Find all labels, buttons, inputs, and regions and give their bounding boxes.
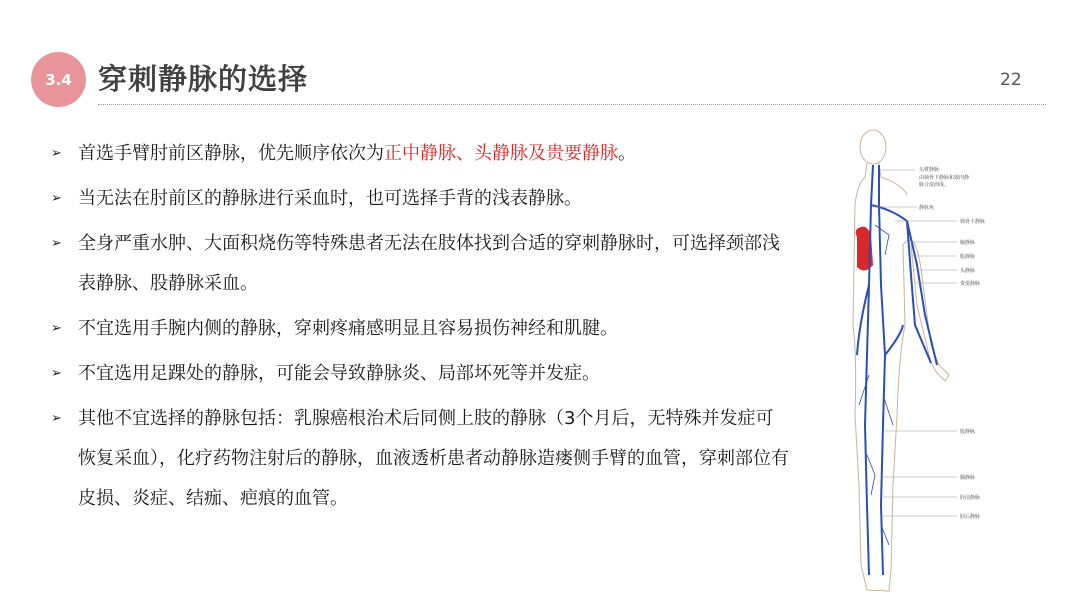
label-subclavian: 锁骨下静脉 [960,219,986,225]
label-anterior-tibial: 胫前静脉 [960,495,981,501]
bullet-item [50,134,790,174]
bullet-text: 不宜选用手腕内侧的静脉，穿刺疼痛感明显且容易损伤神经和肌腱。 [78,318,618,339]
label-head-vein-note-1: 由锁骨下静脉和颈内静 [919,175,970,181]
label-basilic: 贵要静脉 [960,281,981,287]
bullet-highlight: 正中静脉、头静脉及贵要静脉 [384,143,618,164]
label-posterior-tibial: 胫后静脉 [960,514,981,520]
label-head-vein: 头臂静脉 [919,167,940,173]
bullet-text: 全身严重水肿、大面积烧伤等特殊患者无法在肢体找到合适的穿刺静脉时，可选择颈部浅表静脉、股静脉采血。 [78,233,780,294]
label-axillary: 腋静脉 [960,240,976,246]
bullet-item [50,179,790,219]
arrow-bullet-icon: ➢ [51,411,62,426]
arrow-bullet-icon: ➢ [51,321,62,336]
bullet-text: 其他不宜选择的静脉包括：乳腺癌根治术后同侧上肢的静脉（3个月后，无特殊并发症可恢复采血），化疗药物注射后的静脉，血液透析患者动静脉造瘘侧手臂的血管，穿刺部位有皮损、炎症、结痂、疤痕的血管。 [78,408,789,509]
vein-network [857,165,940,575]
section-number: 3.4 [45,70,72,89]
arrow-bullet-icon: ➢ [51,146,62,161]
section-number-badge [31,52,86,107]
page-number: 22 [1000,70,1022,90]
bullet-text: 不宜选用足踝处的静脉，可能会导致静脉炎、局部坏死等并发症。 [78,363,600,384]
title-divider [98,104,1046,105]
label-head-vein-note-2: 脉合流而成。 [919,182,950,188]
label-popliteal: 腘静脉 [960,475,976,481]
label-venous-angle: 静脉角 [919,205,935,211]
venous-system-figure [845,125,1015,597]
bullet-item [50,354,790,394]
slide-title: 穿刺静脉的选择 [98,62,309,96]
bullet-text: 首选手臂肘前区静脉，优先顺序依次为 [78,143,384,164]
arrow-bullet-icon: ➢ [51,366,62,381]
arrow-bullet-icon: ➢ [51,191,62,206]
label-cephalic: 头静脉 [960,268,976,274]
leader-lines [873,170,957,516]
label-femoral: 股静脉 [960,429,976,435]
bullet-item [50,399,790,519]
bullet-text: 当无法在肘前区的静脉进行采血时，也可选择手背的浅表静脉。 [78,188,582,209]
bullet-item [50,224,790,304]
bullet-list [50,134,790,524]
bullet-item [50,309,790,349]
bullet-tail: 。 [618,143,636,164]
label-brachial: 肱静脉 [960,254,976,260]
arrow-bullet-icon: ➢ [51,236,62,251]
